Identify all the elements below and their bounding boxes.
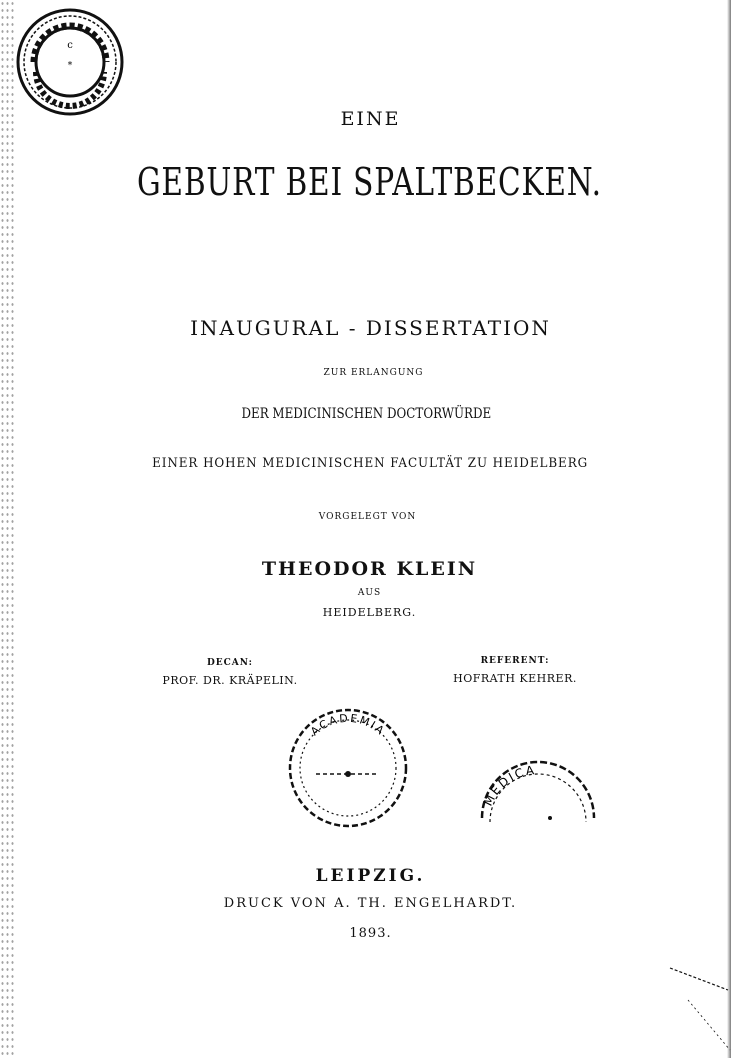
- page-title: GEBURT BEI SPALTBECKEN.: [136, 160, 602, 204]
- degree-text: DER MEDICINISCHEN DOCTORWÜRDE: [241, 406, 492, 422]
- medical-stamp: [470, 748, 600, 868]
- dissertation-subtitle: INAUGURAL - DISSERTATION: [190, 316, 551, 340]
- academy-stamp-text: ACADEMIA: [308, 711, 388, 739]
- faculty-text: EINER HOHEN MEDICINISCHEN FACULTÄT ZU HEIDELBERG: [152, 456, 589, 471]
- referent-name: HOFRATH KEHRER.: [453, 672, 577, 685]
- decan-name: PROF. DR. KRÄPELIN.: [162, 674, 298, 687]
- svg-text:c: c: [67, 40, 73, 51]
- print-year: 1893.: [349, 926, 392, 941]
- decan-block: [140, 658, 320, 687]
- print-place: LEIPZIG.: [315, 866, 426, 886]
- zur-erlangung-text: ZUR ERLANGUNG: [323, 368, 424, 378]
- referent-label: REFERENT:: [480, 656, 550, 666]
- decan-label: DECAN:: [206, 658, 254, 668]
- pre-title: EINE: [340, 108, 401, 130]
- medical-stamp-text: MEDICA: [480, 762, 537, 809]
- scan-corner-mark: [660, 960, 731, 1062]
- aus-text: AUS: [357, 588, 382, 598]
- academy-stamp: [286, 706, 410, 830]
- library-stamp: [14, 6, 126, 118]
- hometown-text: HEIDELBERG.: [322, 606, 417, 619]
- printer-text: DRUCK VON A. TH. ENGELHARDT.: [223, 896, 518, 911]
- svg-text:*: *: [67, 61, 73, 71]
- referent-block: [430, 656, 600, 685]
- presented-by-text: VORGELEGT VON: [318, 512, 417, 522]
- author-name: THEODOR KLEIN: [261, 558, 478, 580]
